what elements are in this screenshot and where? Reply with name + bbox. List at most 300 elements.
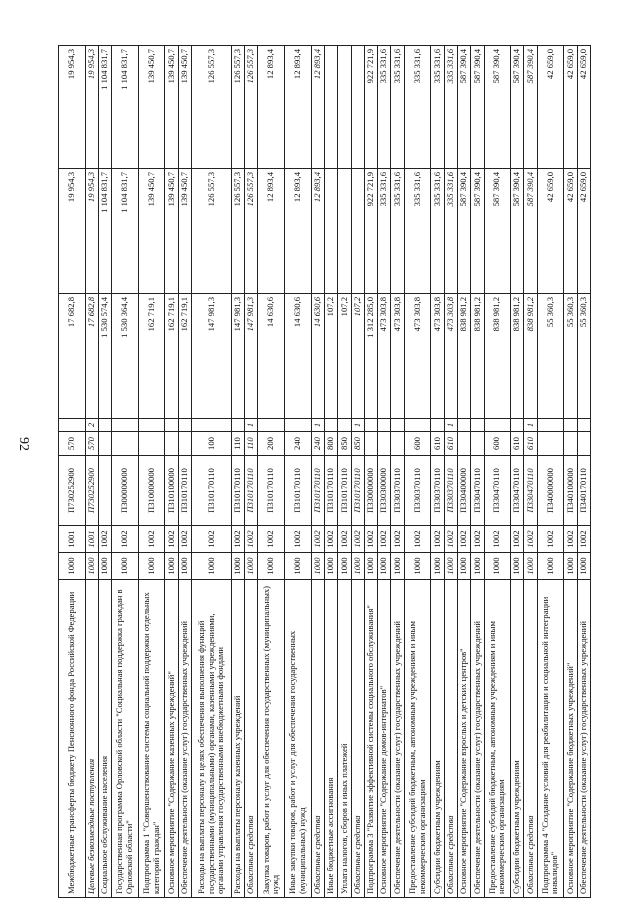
section-code: 1000	[258, 553, 285, 580]
amount-year-2: 587 390,4	[484, 169, 511, 294]
table-row	[404, 46, 431, 898]
amount-year-2: 587 390,4	[524, 169, 537, 294]
section-code: 1000	[404, 553, 431, 580]
expense-type-code	[391, 432, 404, 456]
amount-year-2: 12 893,4	[285, 169, 312, 294]
subsection-code: 1002	[112, 526, 139, 553]
amount-year-2: 126 557,3	[191, 169, 231, 294]
row-name: Социальное обслуживание населения	[98, 580, 111, 898]
row-name: Целевые безвозмездные поступления	[85, 580, 98, 898]
table-row	[577, 46, 590, 898]
section-code: 1000	[245, 553, 258, 580]
subsection-code: 1002	[351, 526, 364, 553]
section-code: 1000	[138, 553, 165, 580]
amount-year-1: 14 630,6	[311, 294, 324, 419]
table-row	[338, 46, 351, 898]
table-row	[524, 46, 537, 898]
target-article-code: П310170110	[324, 456, 337, 526]
source-code	[324, 419, 337, 432]
amount-year-3	[324, 46, 337, 169]
amount-year-3: 587 390,4	[457, 46, 470, 169]
source-code	[231, 419, 244, 432]
subsection-code: 1002	[245, 526, 258, 553]
table-row	[245, 46, 258, 898]
amount-year-2	[338, 169, 351, 294]
amount-year-2: 12 893,4	[311, 169, 324, 294]
amount-year-1: 838 981,2	[511, 294, 524, 419]
target-article-code: П730252900	[85, 456, 98, 526]
expense-type-code: 200	[258, 432, 285, 456]
row-name: Областные средства	[311, 580, 324, 898]
amount-year-1: 55 360,3	[537, 294, 564, 419]
section-code: 1000	[285, 553, 312, 580]
row-name: Областные средства	[351, 580, 364, 898]
amount-year-2: 139 450,7	[178, 169, 191, 294]
amount-year-2: 587 390,4	[457, 169, 470, 294]
section-code: 1000	[338, 553, 351, 580]
amount-year-2	[351, 169, 364, 294]
row-name: Основное мероприятие "Содержание казенных учреждений"	[165, 580, 178, 898]
amount-year-3: 1 104 831,7	[112, 46, 139, 169]
amount-year-2: 19 954,3	[59, 169, 86, 294]
row-name: Субсидии бюджетным учреждениям	[431, 580, 444, 898]
target-article-code: П310170110	[258, 456, 285, 526]
row-name: Уплата налогов, сборов и иных платежей	[338, 580, 351, 898]
subsection-code: 1002	[178, 526, 191, 553]
source-code	[564, 419, 577, 432]
table-row	[378, 46, 391, 898]
source-code	[112, 419, 139, 432]
source-code	[98, 419, 111, 432]
target-article-code: П310170110	[178, 456, 191, 526]
subsection-code: 1002	[524, 526, 537, 553]
table-row	[537, 46, 564, 898]
expense-type-code: 110	[231, 432, 244, 456]
amount-year-1: 473 303,8	[444, 294, 457, 419]
section-code: 1000	[364, 553, 377, 580]
expense-type-code	[537, 432, 564, 456]
table-row	[98, 46, 111, 898]
expense-type-code: 850	[351, 432, 364, 456]
target-article-code: П300000000	[112, 456, 139, 526]
subsection-code: 1002	[577, 526, 590, 553]
source-code: 2	[85, 419, 98, 432]
section-code: 1000	[59, 553, 86, 580]
amount-year-1: 147 981,3	[245, 294, 258, 419]
amount-year-2: 12 893,4	[258, 169, 285, 294]
row-name: Государственная программа Орловской области "Социальная поддержка граждан в Орловской области"	[112, 580, 139, 898]
expense-type-code	[138, 432, 165, 456]
target-article-code: П310170110	[245, 456, 258, 526]
table-row	[112, 46, 139, 898]
subsection-code: 1002	[378, 526, 391, 553]
target-article-code: П330370110	[444, 456, 457, 526]
table-row	[138, 46, 165, 898]
table-row	[391, 46, 404, 898]
subsection-code: 1001	[59, 526, 86, 553]
budget-table-rotated	[58, 46, 590, 898]
section-code: 1000	[564, 553, 577, 580]
amount-year-3: 335 331,6	[444, 46, 457, 169]
source-code	[471, 419, 484, 432]
target-article-code: П330300000	[378, 456, 391, 526]
expense-type-code: 600	[404, 432, 431, 456]
subsection-code: 1002	[324, 526, 337, 553]
amount-year-1: 17 682,8	[85, 294, 98, 419]
expense-type-code: 610	[444, 432, 457, 456]
subsection-code: 1001	[85, 526, 98, 553]
row-name: Обеспечение деятельности (оказание услуг) государственных учреждений	[391, 580, 404, 898]
target-article-code: П340100000	[564, 456, 577, 526]
section-code: 1000	[431, 553, 444, 580]
amount-year-3	[351, 46, 364, 169]
expense-type-code: 110	[245, 432, 258, 456]
table-row	[85, 46, 98, 898]
expense-type-code: 800	[324, 432, 337, 456]
target-article-code: П330470110	[524, 456, 537, 526]
amount-year-2: 126 557,3	[245, 169, 258, 294]
amount-year-3: 922 721,9	[364, 46, 377, 169]
section-code: 1000	[191, 553, 231, 580]
amount-year-1: 107,2	[324, 294, 337, 419]
row-name: Обеспечение деятельности (оказание услуг) государственных учреждений	[178, 580, 191, 898]
expense-type-code	[378, 432, 391, 456]
expense-type-code	[471, 432, 484, 456]
subsection-code: 1002	[311, 526, 324, 553]
amount-year-1: 1 530 574,4	[98, 294, 111, 419]
amount-year-1: 162 719,1	[165, 294, 178, 419]
expense-type-code: 570	[59, 432, 86, 456]
amount-year-2: 335 331,6	[444, 169, 457, 294]
amount-year-1: 14 630,6	[285, 294, 312, 419]
amount-year-1: 1 312 285,0	[364, 294, 377, 419]
amount-year-1: 14 630,6	[258, 294, 285, 419]
expense-type-code	[564, 432, 577, 456]
source-code	[191, 419, 231, 432]
amount-year-2: 587 390,4	[471, 169, 484, 294]
amount-year-3: 42 659,0	[537, 46, 564, 169]
subsection-code: 1002	[165, 526, 178, 553]
section-code: 1000	[444, 553, 457, 580]
row-name: Иные закупки товаров, работ и услуг для обеспечения государственных (муниципальных) нужд	[285, 580, 312, 898]
amount-year-2: 42 659,0	[577, 169, 590, 294]
target-article-code: П330400000	[457, 456, 470, 526]
source-code: 1	[245, 419, 258, 432]
row-name: Подпрограмма 3 "Развитие эффективной системы социального обслуживания"	[364, 580, 377, 898]
row-name: Обеспечение деятельности (оказание услуг) государственных учреждений	[577, 580, 590, 898]
row-name: Расходы на выплаты персоналу казенных учреждений	[231, 580, 244, 898]
amount-year-3: 126 557,3	[245, 46, 258, 169]
table-row	[431, 46, 444, 898]
subsection-code: 1002	[484, 526, 511, 553]
target-article-code: П730252900	[59, 456, 86, 526]
source-code: 1	[524, 419, 537, 432]
amount-year-3: 42 659,0	[577, 46, 590, 169]
source-code	[285, 419, 312, 432]
source-code: 1	[311, 419, 324, 432]
amount-year-3: 19 954,3	[85, 46, 98, 169]
expense-type-code	[457, 432, 470, 456]
subsection-code: 1002	[457, 526, 470, 553]
amount-year-1: 55 360,3	[577, 294, 590, 419]
source-code	[404, 419, 431, 432]
table-row	[231, 46, 244, 898]
table-row	[165, 46, 178, 898]
subsection-code: 1002	[444, 526, 457, 553]
amount-year-3: 335 331,6	[378, 46, 391, 169]
target-article-code: П310170110	[231, 456, 244, 526]
amount-year-1: 838 981,2	[457, 294, 470, 419]
table-row	[511, 46, 524, 898]
section-code: 1000	[577, 553, 590, 580]
table-row	[324, 46, 337, 898]
amount-year-2	[324, 169, 337, 294]
amount-year-3: 587 390,4	[484, 46, 511, 169]
amount-year-3: 139 450,7	[138, 46, 165, 169]
subsection-code: 1002	[564, 526, 577, 553]
amount-year-3: 12 893,4	[285, 46, 312, 169]
table-row	[564, 46, 577, 898]
amount-year-1: 107,2	[338, 294, 351, 419]
source-code	[165, 419, 178, 432]
row-name: Областные средства	[524, 580, 537, 898]
subsection-code: 1002	[404, 526, 431, 553]
amount-year-1: 1 530 364,4	[112, 294, 139, 419]
table-row	[444, 46, 457, 898]
expense-type-code	[178, 432, 191, 456]
amount-year-3: 126 557,3	[191, 46, 231, 169]
amount-year-3: 587 390,4	[511, 46, 524, 169]
section-code: 1000	[178, 553, 191, 580]
amount-year-2: 335 331,6	[391, 169, 404, 294]
expense-type-code	[364, 432, 377, 456]
amount-year-1: 162 719,1	[138, 294, 165, 419]
amount-year-2: 335 331,6	[431, 169, 444, 294]
amount-year-2: 922 721,9	[364, 169, 377, 294]
section-code: 1000	[324, 553, 337, 580]
subsection-code: 1002	[98, 526, 111, 553]
subsection-code: 1002	[364, 526, 377, 553]
target-article-code: П330470110	[471, 456, 484, 526]
target-article-code: П330370110	[391, 456, 404, 526]
expense-type-code: 100	[191, 432, 231, 456]
subsection-code: 1002	[231, 526, 244, 553]
target-article-code: П310100000	[165, 456, 178, 526]
amount-year-3: 12 893,4	[311, 46, 324, 169]
row-name: Закупка товаров, работ и услуг для обеспечения государственных (муниципальных) нужд	[258, 580, 285, 898]
section-code: 1000	[391, 553, 404, 580]
amount-year-1: 17 682,8	[59, 294, 86, 419]
section-code: 1000	[537, 553, 564, 580]
table-row	[311, 46, 324, 898]
table-row	[285, 46, 312, 898]
amount-year-3: 335 331,6	[431, 46, 444, 169]
target-article-code	[98, 456, 111, 526]
section-code: 1000	[85, 553, 98, 580]
row-name: Основное мероприятие "Содержание бюджетных учреждений"	[564, 580, 577, 898]
amount-year-3: 19 954,3	[59, 46, 86, 169]
row-name: Межбюджетные трансферты бюджету Пенсионного фонда Российской Федерации	[59, 580, 86, 898]
source-code: 1	[351, 419, 364, 432]
amount-year-1: 838 981,2	[484, 294, 511, 419]
source-code	[338, 419, 351, 432]
subsection-code: 1002	[138, 526, 165, 553]
expense-type-code: 240	[311, 432, 324, 456]
section-code: 1000	[165, 553, 178, 580]
amount-year-2: 139 450,7	[165, 169, 178, 294]
amount-year-1: 473 303,8	[391, 294, 404, 419]
page-number: 92	[16, 437, 31, 451]
subsection-code: 1002	[471, 526, 484, 553]
target-article-code: П330470110	[484, 456, 511, 526]
amount-year-1: 162 719,1	[178, 294, 191, 419]
amount-year-2: 1 104 831,7	[112, 169, 139, 294]
section-code: 1000	[484, 553, 511, 580]
subsection-code: 1002	[285, 526, 312, 553]
expense-type-code: 600	[484, 432, 511, 456]
amount-year-3: 335 331,6	[391, 46, 404, 169]
table-row	[351, 46, 364, 898]
section-code: 1000	[311, 553, 324, 580]
amount-year-1: 473 303,8	[378, 294, 391, 419]
target-article-code: П340000000	[537, 456, 564, 526]
section-code: 1000	[471, 553, 484, 580]
source-code	[378, 419, 391, 432]
table-row	[457, 46, 470, 898]
expense-type-code	[98, 432, 111, 456]
amount-year-2: 19 954,3	[85, 169, 98, 294]
subsection-code: 1002	[191, 526, 231, 553]
row-name: Предоставление субсидий бюджетным, автономным учреждениям и иным некоммерческим организациям	[484, 580, 511, 898]
row-name: Подпрограмма 1 "Совершенствование системы социальной поддержки отдельных категорий граждан"	[138, 580, 165, 898]
expense-type-code: 610	[524, 432, 537, 456]
subsection-code: 1002	[258, 526, 285, 553]
source-code	[178, 419, 191, 432]
amount-year-1: 473 303,8	[431, 294, 444, 419]
subsection-code: 1002	[537, 526, 564, 553]
expense-type-code: 850	[338, 432, 351, 456]
budget-table-body	[59, 46, 591, 898]
amount-year-1: 147 981,3	[231, 294, 244, 419]
target-article-code: П330370110	[431, 456, 444, 526]
subsection-code: 1002	[431, 526, 444, 553]
amount-year-3: 139 450,7	[165, 46, 178, 169]
section-code: 1000	[378, 553, 391, 580]
source-code	[511, 419, 524, 432]
section-code: 1000	[231, 553, 244, 580]
table-row	[364, 46, 377, 898]
target-article-code: П310000000	[138, 456, 165, 526]
amount-year-3	[338, 46, 351, 169]
subsection-code: 1002	[391, 526, 404, 553]
source-code	[577, 419, 590, 432]
amount-year-2: 335 331,6	[404, 169, 431, 294]
table-row	[471, 46, 484, 898]
source-code	[537, 419, 564, 432]
section-code: 1000	[457, 553, 470, 580]
row-name: Подпрограмма 4 "Создание условий для реабилитации и социальной интеграции инвалидов"	[537, 580, 564, 898]
amount-year-3: 587 390,4	[524, 46, 537, 169]
table-row	[484, 46, 511, 898]
source-code	[138, 419, 165, 432]
table-row	[258, 46, 285, 898]
row-name: Предоставление субсидий бюджетным, автономным учреждениям и иным некоммерческим организациям	[404, 580, 431, 898]
source-code: 1	[444, 419, 457, 432]
source-code	[457, 419, 470, 432]
target-article-code: П330000000	[364, 456, 377, 526]
target-article-code: П310170110	[338, 456, 351, 526]
target-article-code: П310170110	[285, 456, 312, 526]
expense-type-code: 570	[85, 432, 98, 456]
subsection-code: 1002	[338, 526, 351, 553]
source-code	[59, 419, 86, 432]
source-code	[364, 419, 377, 432]
row-name: Основное мероприятие "Содержание взрослых и детских центров"	[457, 580, 470, 898]
amount-year-2: 126 557,3	[231, 169, 244, 294]
amount-year-3: 12 893,4	[258, 46, 285, 169]
amount-year-1: 838 981,2	[471, 294, 484, 419]
amount-year-1: 473 303,8	[404, 294, 431, 419]
amount-year-1: 55 360,3	[564, 294, 577, 419]
section-code: 1000	[351, 553, 364, 580]
source-code	[258, 419, 285, 432]
amount-year-1: 107,2	[351, 294, 364, 419]
amount-year-2: 139 450,7	[138, 169, 165, 294]
amount-year-2: 335 331,6	[378, 169, 391, 294]
expense-type-code	[577, 432, 590, 456]
table-row	[191, 46, 231, 898]
expense-type-code: 610	[431, 432, 444, 456]
amount-year-3: 42 659,0	[564, 46, 577, 169]
source-code	[431, 419, 444, 432]
row-name: Субсидии бюджетным учреждениям	[511, 580, 524, 898]
row-name: Областные средства	[444, 580, 457, 898]
row-name: Обеспечение деятельности (оказание услуг) государственных учреждений	[471, 580, 484, 898]
target-article-code: П310170110	[351, 456, 364, 526]
expense-type-code	[165, 432, 178, 456]
amount-year-3: 335 331,6	[404, 46, 431, 169]
subsection-code: 1002	[511, 526, 524, 553]
target-article-code: П330370110	[404, 456, 431, 526]
amount-year-2: 1 104 831,7	[98, 169, 111, 294]
target-article-code: П310170110	[191, 456, 231, 526]
source-code	[484, 419, 511, 432]
amount-year-3: 587 390,4	[471, 46, 484, 169]
expense-type-code	[112, 432, 139, 456]
row-name: Расходы на выплаты персоналу в целях обеспечения выполнения функций государственными (муниципальными) органами, казенными учреждениями, органами управления государственными внебюджетными фондами	[191, 580, 231, 898]
section-code: 1000	[112, 553, 139, 580]
target-article-code: П330470110	[511, 456, 524, 526]
row-name: Областные средства	[245, 580, 258, 898]
row-name: Иные бюджетные ассигнования	[324, 580, 337, 898]
amount-year-1: 838 981,2	[524, 294, 537, 419]
table-row	[59, 46, 86, 898]
section-code: 1000	[98, 553, 111, 580]
section-code: 1000	[511, 553, 524, 580]
amount-year-3: 139 450,7	[178, 46, 191, 169]
row-name: Основное мероприятие "Содержание домов-интернатов"	[378, 580, 391, 898]
amount-year-3: 1 104 831,7	[98, 46, 111, 169]
expense-type-code: 610	[511, 432, 524, 456]
source-code	[391, 419, 404, 432]
section-code: 1000	[524, 553, 537, 580]
amount-year-2: 42 659,0	[537, 169, 564, 294]
expense-type-code: 240	[285, 432, 312, 456]
amount-year-2: 587 390,4	[511, 169, 524, 294]
amount-year-2: 42 659,0	[564, 169, 577, 294]
budget-table	[58, 45, 591, 898]
target-article-code: П340170110	[577, 456, 590, 526]
